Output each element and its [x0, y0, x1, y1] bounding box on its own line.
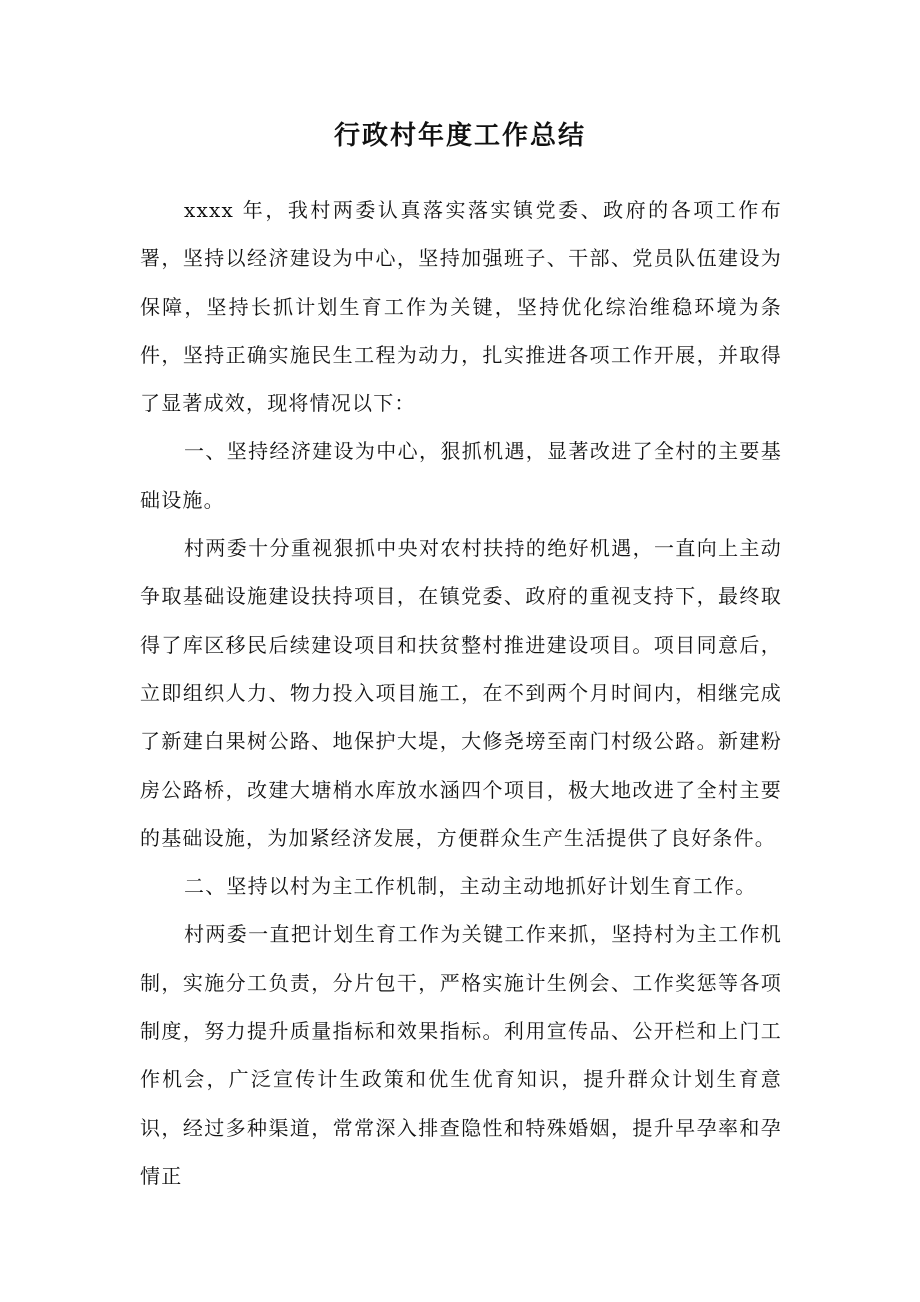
paragraph-intro: xxxx 年，我村两委认真落实落实镇党委、政府的各项工作布署，坚持以经济建设为中心，坚持加强班子、干部、党员队伍建设为保障，坚持长抓计划生育工作为关键，坚持优化综治维稳环境为条件，坚持正确实施民生工程为动力，扎实推进各项工作开展，并取得了显著成效，现将情况以下： — [140, 198, 782, 416]
section-heading-1: 一、坚持经济建设为中心，狠抓机遇，显著改进了全村的主要基础设施。 — [140, 439, 782, 512]
section-heading-2: 二、坚持以村为主工作机制，主动主动地抓好计划生育工作。 — [184, 874, 757, 899]
document-body — [140, 186, 782, 1200]
paragraph-section-2: 村两委一直把计划生育工作为关键工作来抓，坚持村为主工作机制，实施分工负责，分片包干，严格实施计生例会、工作奖惩等各项制度，努力提升质量指标和效果指标。利用宣传品、公开栏和上门工作机会，广泛宣传计生政策和优生优育知识，提升群众计划生育意识，经过多种渠道，常常深入排查隐性和特殊婚姻，提升早孕率和孕情正 — [140, 922, 782, 1188]
paragraph-section-1: 村两委十分重视狠抓中央对农村扶持的绝好机遇，一直向上主动争取基础设施建设扶持项目，在镇党委、政府的重视支持下，最终取得了库区移民后续建设项目和扶贫整村推进建设项目。项目同意后，立即组织人力、物力投入项目施工，在不到两个月时间内，相继完成了新建白果树公路、地保护大堤，大修尧塝至南门村级公路。新建粉房公路桥，改建大塘梢水库放水涵四个项目，极大地改进了全村主要的基础设施，为加紧经济发展，方便群众生产生活提供了良好条件。 — [140, 536, 782, 850]
document-title: 行政村年度工作总结 — [333, 121, 586, 151]
